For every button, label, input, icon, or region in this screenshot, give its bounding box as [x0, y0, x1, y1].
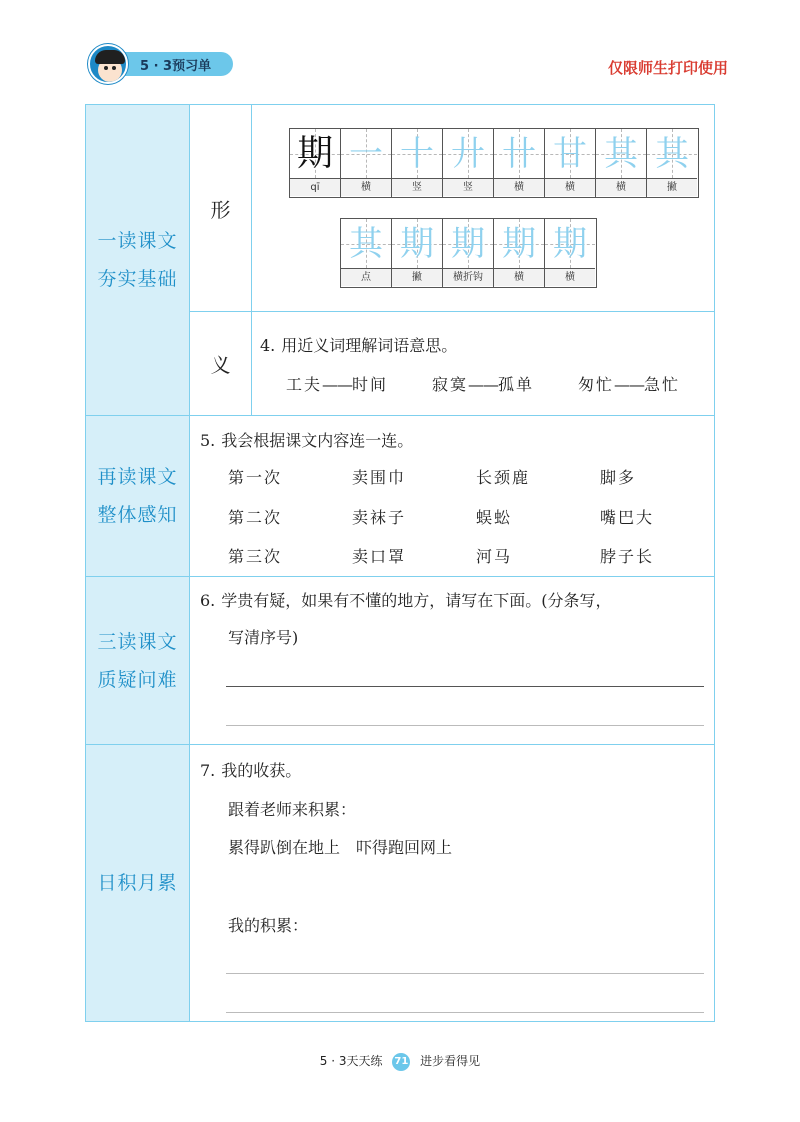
grid-label: 横折钩	[443, 269, 493, 286]
word: 寂寞	[432, 375, 469, 394]
question-number: 6.	[200, 591, 216, 610]
grid-label: 横	[596, 179, 646, 196]
grid-char: 期	[451, 224, 485, 264]
grid-label: 横	[494, 179, 544, 196]
word: 急忙	[644, 375, 681, 394]
word: 工夫	[286, 375, 323, 394]
section-3-line1: 三读课文	[97, 630, 178, 653]
grid-char: 期	[296, 133, 333, 174]
grid-label: 横	[494, 269, 544, 286]
grid-label: 横	[545, 269, 595, 286]
mascot-icon	[88, 44, 128, 84]
grid-char: 期	[400, 224, 434, 264]
grid-cell	[494, 219, 545, 287]
page-header	[88, 44, 728, 84]
match-item[interactable]: 卖口罩	[352, 547, 407, 566]
match-item[interactable]: 脖子长	[600, 547, 655, 566]
question-7	[200, 758, 301, 781]
match-item[interactable]: 第二次	[228, 508, 283, 527]
xing-label: 形	[210, 197, 231, 222]
divider	[251, 104, 252, 415]
follow-teacher: 跟着老师来积累：	[228, 800, 357, 819]
divider	[85, 576, 715, 577]
footer-right: 进步看得见	[420, 1054, 481, 1068]
match-item[interactable]: 河马	[476, 547, 513, 566]
yi-label: 义	[210, 353, 231, 377]
grid-cell	[545, 129, 596, 197]
word: 时间	[352, 375, 389, 394]
grid-label: 点	[341, 269, 391, 286]
section-1-line1: 一读课文	[97, 230, 178, 252]
grid-label: 竖	[443, 179, 493, 196]
grid-char: 廾	[451, 134, 485, 174]
section-1-line2: 夯实基础	[97, 268, 178, 290]
grid-label: qī	[290, 179, 340, 196]
question-number: 4.	[260, 336, 276, 355]
divider	[189, 311, 715, 312]
grid-char: 其	[655, 134, 689, 174]
grid-char: 卄	[502, 134, 536, 174]
question-5	[200, 428, 413, 451]
match-item[interactable]: 第一次	[228, 468, 283, 487]
grid-char: 一	[349, 134, 383, 174]
example-phrases: 累得趴倒在地上 吓得跑回网上	[228, 838, 453, 857]
grid-label: 撇	[392, 269, 442, 286]
match-item[interactable]: 嘴巴大	[600, 508, 655, 527]
synonym-pair: 寂寞——孤单	[432, 375, 535, 394]
answer-line[interactable]	[226, 725, 704, 726]
question-text: 用近义词理解词语意思。	[281, 336, 458, 355]
question-number: 5.	[200, 431, 216, 450]
question-number: 7.	[200, 761, 216, 780]
question-text: 学贵有疑，如果有不懂的地方，请写在下面。(分条写，	[221, 591, 612, 610]
grid-char: 十	[400, 134, 434, 174]
match-item[interactable]: 卖围巾	[352, 468, 407, 487]
word: 匆忙	[578, 375, 615, 394]
grid-cell	[443, 129, 494, 197]
grid-char: 期	[553, 224, 587, 264]
answer-line[interactable]	[226, 1012, 704, 1013]
section-2-line1: 再读课文	[97, 466, 178, 488]
answer-line[interactable]	[226, 973, 704, 974]
section-3-line2: 质疑问难	[97, 668, 178, 691]
match-item[interactable]: 长颈鹿	[476, 468, 531, 487]
match-item[interactable]: 脚多	[600, 468, 637, 487]
grid-label: 横	[341, 179, 391, 196]
match-item[interactable]: 卖袜子	[352, 508, 407, 527]
grid-label: 竖	[392, 179, 442, 196]
grid-cell	[545, 219, 596, 287]
grid-cell	[494, 129, 545, 197]
badge-text: 5 · 3预习单	[140, 59, 212, 74]
page-number: 71	[392, 1053, 410, 1071]
grid-cell	[596, 129, 647, 197]
word: 孤单	[498, 375, 535, 394]
page-footer	[0, 1052, 800, 1071]
synonym-pair: 匆忙——急忙	[578, 375, 681, 394]
question-4	[260, 333, 457, 356]
answer-line[interactable]	[226, 686, 704, 687]
question-text: 我的收获。	[221, 761, 302, 780]
question-text: 我会根据课文内容连一连。	[221, 431, 414, 450]
stroke-grid-row1	[289, 128, 699, 198]
grid-cell	[443, 219, 494, 287]
grid-char: 期	[502, 224, 536, 264]
divider	[85, 744, 715, 745]
print-notice: 仅限师生打印使用	[607, 59, 728, 77]
section-4-line1: 日积月累	[97, 872, 178, 894]
grid-char: 其	[349, 224, 383, 264]
synonym-pair: 工夫——时间	[286, 375, 389, 394]
my-accumulation: 我的积累：	[228, 916, 309, 935]
grid-char: 甘	[553, 134, 587, 174]
grid-label: 横	[545, 179, 595, 196]
question-6	[200, 588, 612, 611]
footer-left: 5 · 3天天练	[319, 1054, 383, 1068]
match-item[interactable]: 第三次	[228, 547, 283, 566]
question-6-cont: 写清序号)	[228, 628, 299, 647]
grid-cell	[290, 129, 341, 197]
grid-label: 撇	[647, 179, 697, 196]
divider	[85, 415, 715, 416]
grid-cell	[392, 219, 443, 287]
grid-cell	[392, 129, 443, 197]
grid-cell	[341, 129, 392, 197]
grid-cell	[647, 129, 698, 197]
match-item[interactable]: 蜈蚣	[476, 508, 513, 527]
section-2-line2: 整体感知	[97, 504, 178, 526]
grid-cell	[341, 219, 392, 287]
stroke-grid-row2	[340, 218, 597, 288]
grid-char: 其	[604, 134, 638, 174]
